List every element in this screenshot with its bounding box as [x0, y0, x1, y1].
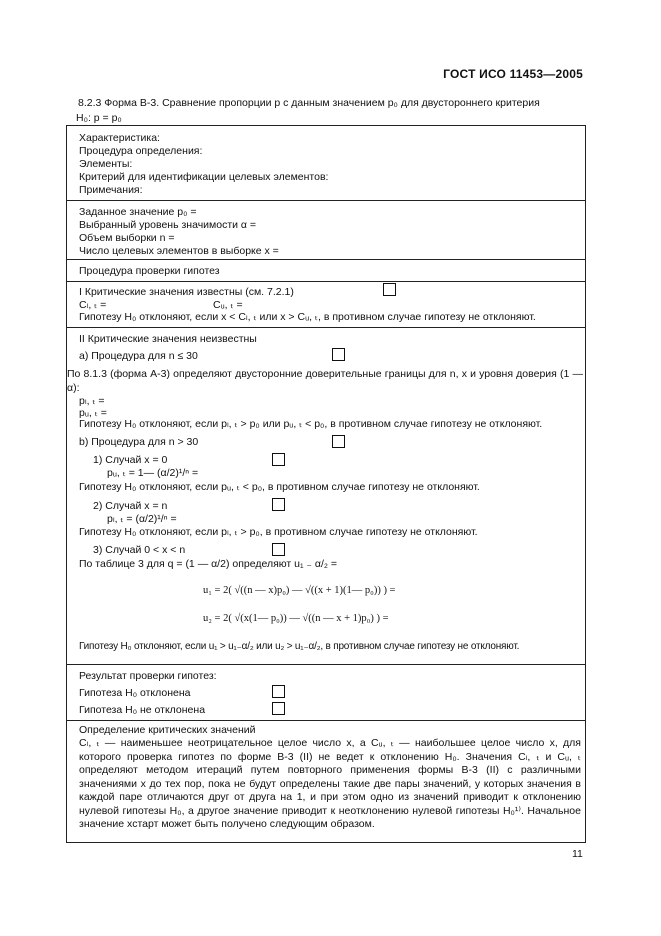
- field-criterion: Критерий для идентификации целевых элементов:: [79, 171, 329, 183]
- formula-u1: u₁ = 2( √((n — x)p₀) — √((x + 1)(1— p₀)) ) =: [203, 585, 396, 596]
- field-sample-size: Объем выборки n =: [79, 232, 175, 244]
- result-rejected: Гипотеза H₀ отклонена: [79, 687, 191, 699]
- unknown-critical-title: II Критические значения неизвестны: [79, 333, 257, 345]
- pu-field: pᵤ, ₜ =: [79, 407, 107, 419]
- divider: [67, 200, 585, 201]
- divider: [67, 720, 585, 721]
- procedure-a-rule: Гипотезу H₀ отклоняют, если pₗ, ₜ > p₀ или pᵤ, ₜ < p₀, в противном случае гипотезу не отклоняют.: [79, 418, 543, 430]
- case-1-rule: Гипотезу H₀ отклоняют, если pᵤ, ₜ < p₀, в противном случае гипотезу не отклоняют.: [79, 481, 480, 493]
- formula-u2: u₂ = 2( √(x(1— p₀)) — √((n — x + 1)p₀) ) =: [203, 613, 389, 624]
- field-elements: Элементы:: [79, 158, 133, 170]
- field-procedure: Процедура определения:: [79, 145, 203, 157]
- result-not-rejected: Гипотеза H₀ не отклонена: [79, 704, 206, 716]
- case-3-rule: Гипотезу H₀ отклоняют, если u₁ > u₁₋α/₂ или u₂ > u₁₋α/₂, в противном случае гипотезу не отклоняют.: [79, 641, 520, 652]
- checkbox-known[interactable]: [383, 283, 396, 296]
- case-2-rule: Гипотезу H₀ отклоняют, если pₗ, ₜ > p₀, в противном случае гипотезу не отклоняют.: [79, 526, 478, 538]
- section-intro: [78, 96, 584, 126]
- divider: [67, 281, 585, 282]
- intro-line-1: 8.2.3 Форма В-3. Сравнение пропорции p с данным значением p₀ для двустороннего критерия: [78, 97, 540, 109]
- procedure-a-text: По 8.1.3 (форма А-3) определяют двусторонние доверительные границы для n, x и уровня доверия (1 — α):: [67, 368, 583, 394]
- page-number: 11: [572, 848, 583, 860]
- field-characteristic: Характеристика:: [79, 132, 160, 144]
- field-target-count: Число целевых элементов в выборке x =: [79, 245, 279, 257]
- case-3: 3) Случай 0 < x < n: [93, 544, 186, 556]
- case-1-formula: pᵤ, ₜ = 1— (α/2)¹/ⁿ =: [107, 467, 199, 479]
- checkbox-procedure-a[interactable]: [332, 348, 345, 361]
- known-rule: Гипотезу H₀ отклоняют, если x < Cₗ, ₜ или x > Cᵤ, ₜ, в противном случае гипотезу не отклоняют.: [79, 311, 536, 323]
- standard-header: ГОСТ ИСО 11453—2005: [443, 67, 583, 81]
- checkbox-case-2[interactable]: [272, 498, 285, 511]
- known-critical-title: I Критические значения известны (см. 7.2.1): [79, 286, 294, 298]
- checkbox-procedure-b[interactable]: [332, 435, 345, 448]
- case-2: 2) Случай x = n: [93, 500, 168, 512]
- cu-field: Cᵤ, ₜ =: [213, 299, 243, 311]
- checkbox-case-3[interactable]: [272, 543, 285, 556]
- procedure-b: b) Процедура для n > 30: [79, 436, 199, 448]
- cl-field: Cₗ, ₜ =: [79, 299, 107, 311]
- field-p0: Заданное значение p₀ =: [79, 206, 197, 218]
- divider: [67, 327, 585, 328]
- field-notes: Примечания:: [79, 184, 143, 196]
- critical-values-title: Определение критических значений: [79, 724, 256, 736]
- checkbox-rejected[interactable]: [272, 685, 285, 698]
- pl-field: pₗ, ₜ =: [79, 395, 105, 407]
- checkbox-case-1[interactable]: [272, 453, 285, 466]
- intro-line-2: H₀: p = p₀: [76, 112, 122, 124]
- form-frame: [66, 125, 586, 843]
- divider: [67, 664, 585, 665]
- case-3-text: По таблице 3 для q = (1 — α/2) определяют u₁ ₋ α/₂ =: [79, 558, 337, 570]
- case-2-formula: pₗ, ₜ = (α/2)¹/ⁿ =: [107, 513, 177, 525]
- checkbox-not-rejected[interactable]: [272, 702, 285, 715]
- hypothesis-procedure-title: Процедура проверки гипотез: [79, 265, 220, 277]
- divider: [67, 259, 585, 260]
- result-title: Результат проверки гипотез:: [79, 670, 217, 682]
- procedure-a: a) Процедура для n ≤ 30: [79, 350, 198, 362]
- critical-values-text: Cₗ, ₜ — наименьшее неотрицательное целое число x, а Cᵤ, ₜ — наибольшее целое число x, для которого проверка гипотез по форме В-3 (II) не ведет к отклонению H₀. Значения Cₗ, ₜ и Cᵤ, ₜ определяют методом итераций путем повторного применения формы В-3 (II) с различными значениями x до тех пор, пока не будут определены такие две пары значений, у которых значения в каждой паре отличаются друг от друга на 1, и при этом одно из значений приводит к отклонению нулевой гипотезы H₀, а другое значение приводит к неотклонению нулевой гипотезы H₀¹⁾. Начальное значение xстарт может быть получено следующим образом.: [79, 737, 581, 830]
- case-1: 1) Случай x = 0: [93, 454, 168, 466]
- field-alpha: Выбранный уровень значимости α =: [79, 219, 257, 231]
